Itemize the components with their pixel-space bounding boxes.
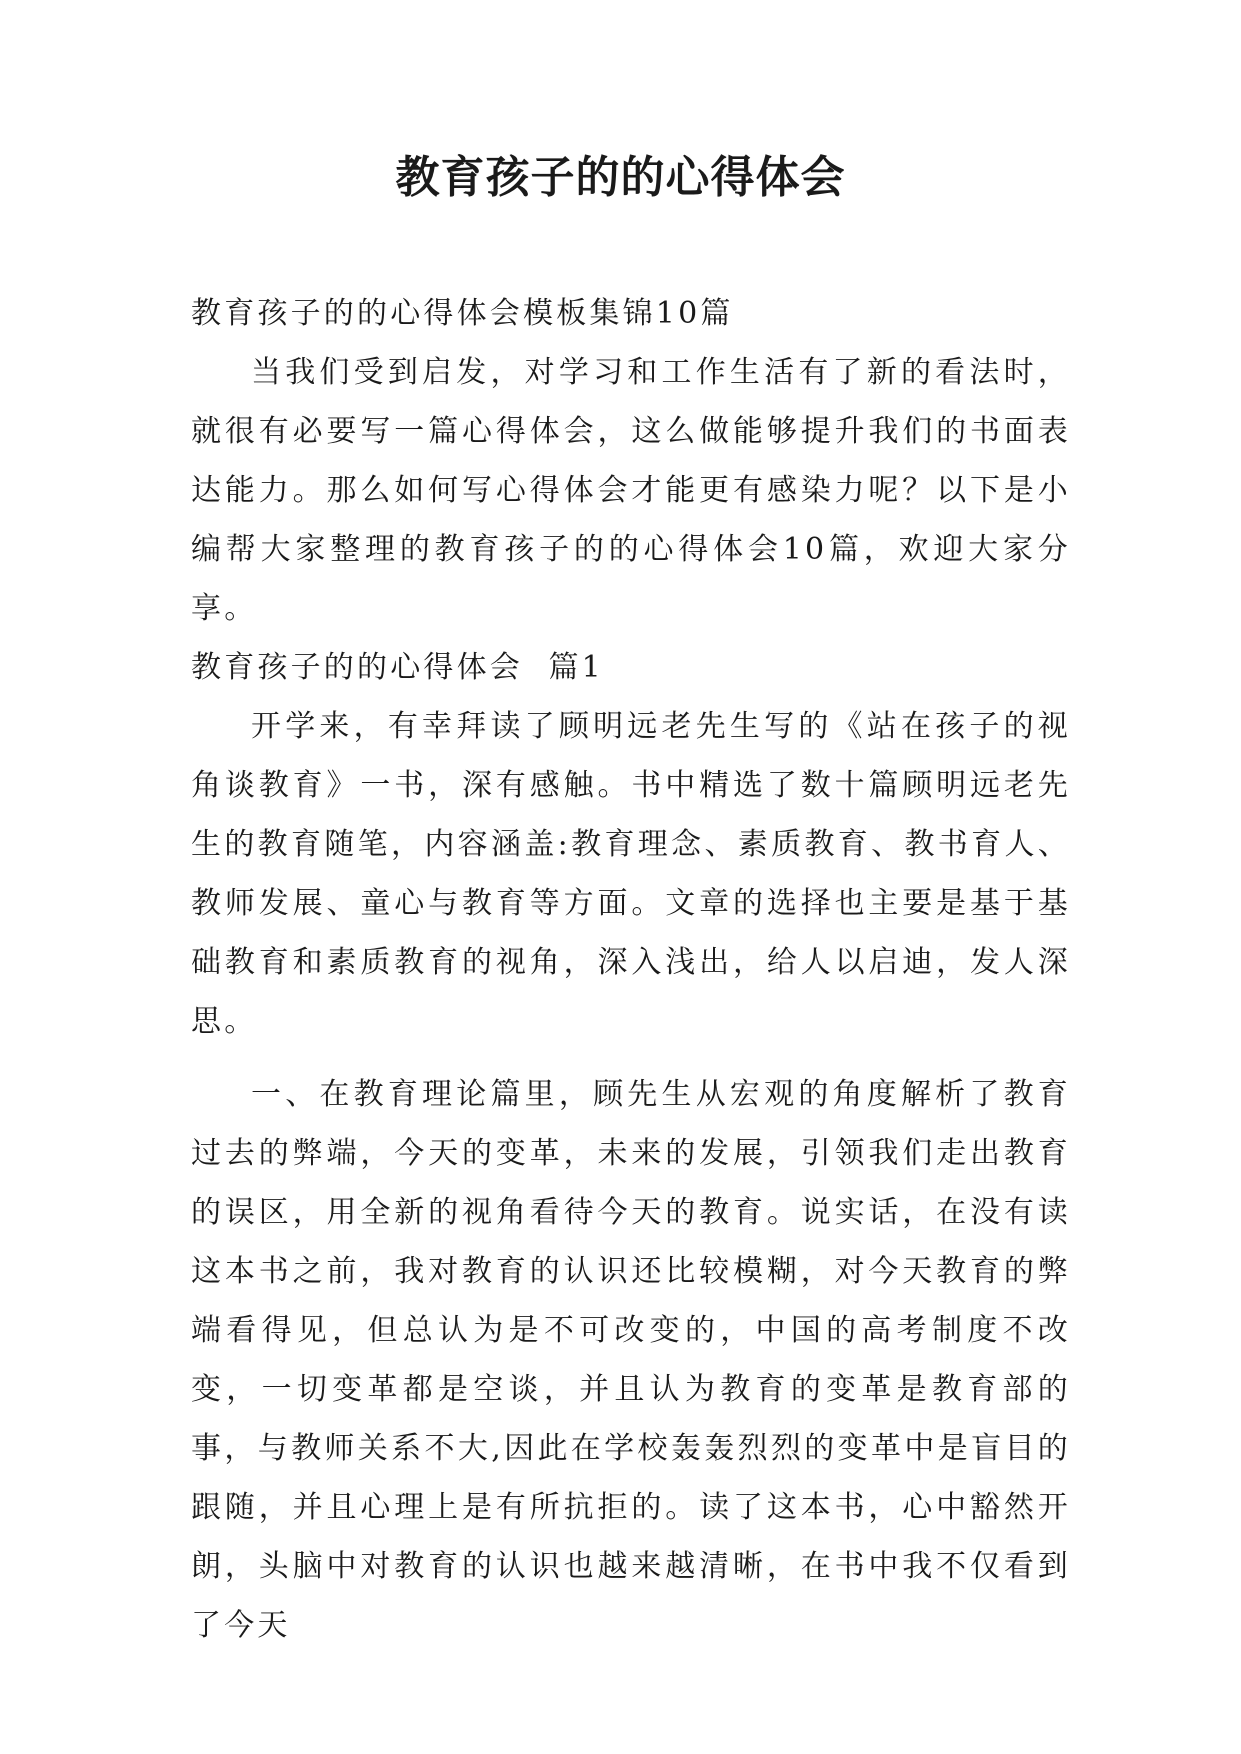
body-paragraph-1: 开学来，有幸拜读了顾明远老先生写的《站在孩子的视角谈教育》一书，深有感触。书中精选了数十篇顾明远老先生的教育随笔，内容涵盖:教育理念、素质教育、教书育人、教师发展、童心与教育等方面。文章的选择也主要是基于基础教育和素质教育的视角，深入浅出，给人以启迪，发人深思。 — [191, 709, 1071, 1039]
page-title: 教育孩子的的心得体会 — [395, 152, 846, 203]
intro-paragraph: 当我们受到启发，对学习和工作生活有了新的看法时，就很有必要写一篇心得体会，这么做能够提升我们的书面表达能力。那么如何写心得体会才能更有感染力呢？以下是小编帮大家整理的教育孩子的的心得体会10篇，欢迎大家分享。 — [191, 355, 1071, 626]
document-subtitle: 教育孩子的的心得体会模板集锦10篇 — [191, 296, 734, 331]
body-paragraph-2: 一、在教育理论篇里，顾先生从宏观的角度解析了教育过去的弊端，今天的变革，未来的发展，引领我们走出教育的误区，用全新的视角看待今天的教育。说实话，在没有读这本书之前，我对教育的认识还比较模糊，对今天教育的弊端看得见，但总认为是不可改变的，中国的高考制度不改变，一切变革都是空谈，并且认为教育的变革是教育部的事，与教师关系不大,因此在学校轰轰烈烈的变革中是盲目的跟随，并且心理上是有所抗拒的。读了这本书，心中豁然开朗，头脑中对教育的认识也越来越清晰，在书中我不仅看到了今天 — [191, 1077, 1071, 1643]
document-body — [191, 284, 1071, 1655]
section-heading: 教育孩子的的心得体会 篇1 — [191, 650, 604, 685]
